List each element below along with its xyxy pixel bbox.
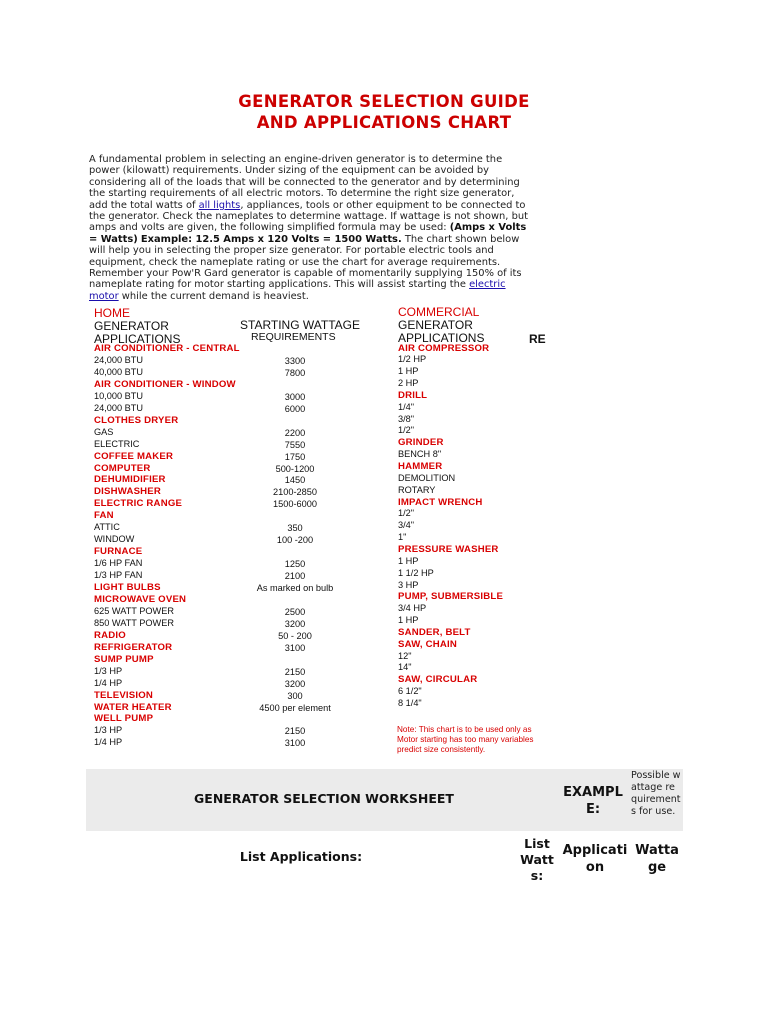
home-row-label: SUMP PUMP [94, 653, 154, 665]
commercial-row-label: 14" [398, 662, 412, 673]
commercial-row-label: DRILL [398, 389, 428, 401]
chart-note-line2: Motor starting has too many variables [397, 735, 534, 744]
commercial-row-label: PRESSURE WASHER [398, 543, 499, 555]
all-lights-link[interactable]: all lights [198, 199, 241, 211]
home-row-label: COMPUTER [94, 462, 151, 474]
commercial-row-label: 2 HP [398, 378, 419, 389]
home-row-wattage: 3000 [284, 391, 306, 402]
home-row-wattage: 3300 [284, 355, 306, 366]
home-row-label: COFFEE MAKER [94, 450, 174, 462]
home-row-wattage: 3200 [284, 678, 306, 689]
commercial-row-label: IMPACT WRENCH [398, 496, 483, 508]
commercial-row-label: SANDER, BELT [398, 626, 471, 638]
home-row-label: WATER HEATER [94, 701, 172, 713]
commercial-row-label: 3/4" [398, 520, 415, 531]
home-row-wattage: 3100 [284, 738, 306, 749]
intro-text-4: while the current demand is heaviest. [118, 290, 309, 302]
home-row-label: RADIO [94, 629, 126, 641]
home-row-wattage: 500-1200 [275, 463, 315, 474]
commercial-row-label: SAW, CIRCULAR [398, 674, 478, 686]
home-row-label: 1/3 HP FAN [94, 570, 143, 581]
home-row-label: AIR CONDITIONER - WINDOW [94, 378, 236, 390]
commercial-row-label: 1 HP [398, 555, 419, 566]
home-row-wattage: 350 [287, 523, 303, 534]
home-row-label: 40,000 BTU [94, 366, 144, 377]
home-row-label: CLOTHES DRYER [94, 414, 179, 426]
requirements-header-cut: RE [529, 332, 546, 346]
formula-text: (Amps x Volts = Watts) [89, 222, 527, 245]
commercial-row-label: AIR COMPRESSOR [398, 342, 490, 354]
home-row-label: FURNACE [94, 546, 143, 558]
commercial-row-label: 1 1/2 HP [398, 567, 434, 578]
page-title-line-1: GENERATOR SELECTION GUIDE [238, 92, 530, 111]
home-row-label: 24,000 BTU [94, 402, 144, 413]
home-row-wattage: 3100 [284, 642, 306, 653]
page-title-line-2: AND APPLICATIONS CHART [256, 113, 512, 132]
commercial-header-line3: APPLICATIONS [398, 331, 485, 345]
home-row-label: 1/6 HP FAN [94, 558, 143, 569]
home-row-label: ELECTRIC RANGE [94, 498, 183, 510]
home-row-wattage: 2200 [284, 427, 306, 438]
commercial-row-label: PUMP, SUBMERSIBLE [398, 591, 504, 603]
home-row-wattage: 300 [287, 690, 303, 701]
commercial-row-label: 3/4 HP [398, 603, 427, 614]
home-row-wattage: 2100 [284, 571, 306, 582]
home-row-wattage: 3200 [284, 618, 306, 629]
commercial-row-label: BENCH 8" [398, 449, 442, 460]
commercial-row-label: 8 1/4" [398, 698, 422, 708]
home-row-label: 1/3 HP [94, 665, 123, 676]
application-column-label: Application [562, 843, 628, 875]
home-row-label: MICROWAVE OVEN [94, 593, 187, 605]
home-row-wattage: 100 -200 [276, 535, 314, 546]
home-row-wattage: 50 - 200 [278, 630, 312, 641]
home-row-label: LIGHT BULBS [94, 582, 161, 593]
commercial-row-label: 1/2" [398, 508, 415, 519]
home-row-wattage: 6000 [284, 403, 306, 414]
home-row-label: ELECTRIC [94, 438, 140, 449]
home-row-label: WINDOW [94, 534, 135, 545]
commercial-row-label: 1/2" [398, 425, 415, 436]
intro-text-3: The chart shown below will help you in selecting the proper size generator. For portable electric tools and equipment, check the nameplate rating or use the chart for average requirements. Remember your Pow'R Gard generator is capable of momentarily supplying 150% of its nameplate rating for motor starting applications. This will assist starting the [89, 233, 522, 291]
home-header-line3: APPLICATIONS [94, 332, 181, 346]
home-header-line1: HOME [94, 306, 130, 320]
commercial-row-label: ROTARY [398, 484, 436, 495]
worksheet-title: GENERATOR SELECTION WORKSHEET [194, 791, 454, 806]
commercial-row-label: 3/8" [398, 413, 415, 424]
home-row-label: AIR CONDITIONER - CENTRAL [94, 343, 240, 354]
home-row-label: 625 WATT POWER [94, 605, 174, 616]
applications-chart [88, 305, 550, 760]
home-row-label: 1/4 HP [94, 737, 123, 748]
commercial-row-label: SAW, CHAIN [398, 638, 458, 650]
commercial-header-line2: GENERATOR [398, 318, 473, 332]
home-row-wattage: 2100-2850 [273, 487, 317, 498]
commercial-row-label: 1 HP [398, 366, 419, 377]
home-row-wattage: 2150 [284, 726, 306, 737]
home-row-label: 24,000 BTU [94, 354, 144, 365]
home-header-line2: GENERATOR [94, 319, 169, 333]
intro-paragraph [89, 154, 529, 302]
chart-note-line3: predict size consistently. [397, 745, 486, 754]
home-row-label: 1/4 HP [94, 677, 123, 688]
home-row-wattage: 7800 [284, 367, 306, 378]
home-row-label: 10,000 BTU [94, 390, 144, 401]
home-row-label: WELL PUMP [94, 713, 154, 725]
home-row-label: TELEVISION [94, 689, 154, 701]
commercial-header-line1: COMMERCIAL [398, 305, 480, 319]
wattage-column-label: Wattage [635, 843, 679, 875]
home-row-label: DISHWASHER [94, 486, 162, 498]
commercial-row-label: GRINDER [398, 437, 444, 449]
home-row-wattage: 4500 per element [259, 702, 331, 713]
home-row-wattage: 1500-6000 [273, 499, 317, 510]
commercial-row-label: 1 HP [398, 615, 419, 626]
home-row-label: REFRIGERATOR [94, 641, 173, 653]
commercial-row-label: 1" [398, 532, 407, 543]
home-row-wattage: As marked on bulb [256, 583, 334, 593]
home-row-label: FAN [94, 510, 114, 522]
home-row-wattage: 2150 [284, 666, 306, 677]
worksheet-note: Possible wattage requirements for use. [631, 770, 681, 817]
home-row-label: 850 WATT POWER [94, 617, 174, 628]
starting-header-line2: REQUIREMENTS [251, 331, 336, 343]
commercial-row-label: HAMMER [398, 461, 443, 472]
starting-header-line1: STARTING WATTAGE [240, 318, 360, 332]
intro-text-2: , appliances, tools or other equipment to be connected to the generator. Check the nameplates to determine wattage. If wattage is not shown, but amps and volts are given, the following simplified formula may be used: [89, 199, 528, 234]
home-row-label: ATTIC [94, 522, 120, 533]
home-row-wattage: 7550 [284, 439, 306, 450]
list-watts-label: List Watts: [520, 836, 554, 883]
commercial-row-label: 3 HP [398, 579, 419, 590]
commercial-row-label: 6 1/2" [398, 686, 422, 697]
home-row-wattage: 1450 [284, 475, 306, 486]
electric-motor-link[interactable]: electric motor [89, 279, 506, 302]
commercial-row-label: 1/4" [398, 401, 415, 412]
list-applications-label: List Applications: [239, 849, 363, 864]
worksheet-example-label: EXAMPLE: [563, 785, 623, 817]
home-row-wattage: 2500 [284, 606, 306, 617]
intro-text-1: A fundamental problem in selecting an engine-driven generator is to determine the power (kilowatt) requirements. Under sizing of the equipment can be avoided by considering all of the loads that will be connected to the generator and by determining the starting requirements of all electric motors. To determine the right size generator, add the total watts of [89, 154, 520, 211]
home-row-label: GAS [94, 426, 114, 437]
home-row-label: DEHUMIDIFIER [94, 474, 166, 486]
chart-note-line1: Note: This chart is to be used only as [397, 725, 532, 734]
home-row-wattage: 1250 [284, 559, 306, 570]
home-row-label: 1/3 HP [94, 725, 123, 736]
example-text: Example: 12.5 Amps x 120 Volts = 1500 Watts. [140, 233, 402, 245]
commercial-row-label: 1/2 HP [398, 354, 427, 365]
commercial-row-label: 12" [398, 650, 412, 661]
home-row-wattage: 1750 [284, 451, 306, 462]
commercial-row-label: DEMOLITION [398, 472, 456, 483]
